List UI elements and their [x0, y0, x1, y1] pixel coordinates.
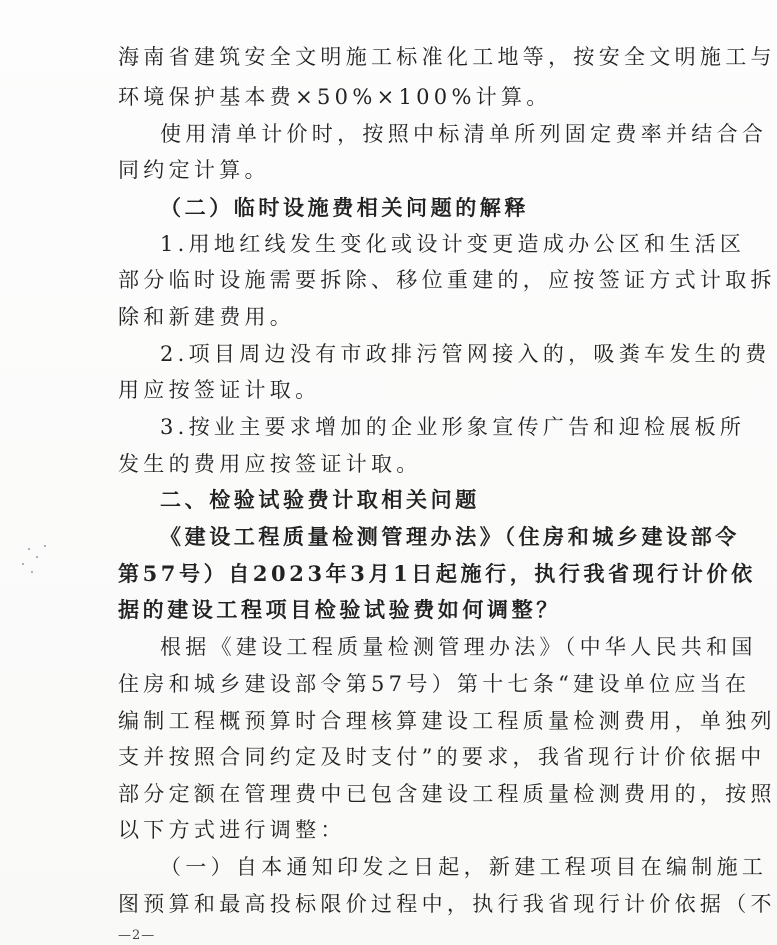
text-line: 1.用地红线发生变化或设计变更造成办公区和生活区	[160, 232, 746, 256]
text-line: 编制工程概预算时合理核算建设工程质量检测费用，单独列	[118, 709, 776, 733]
text-line: 住房和城乡建设部令第57号）第十七条“建设单位应当在	[118, 672, 751, 696]
page-number: —2—	[118, 928, 156, 943]
scan-speckle	[44, 545, 46, 547]
text-line: 使用清单计价时，按照中标清单所列固定费率并结合合	[160, 122, 768, 146]
text-line: 除和新建费用。	[118, 305, 296, 329]
text-line: 根据《建设工程质量检测管理办法》（中华人民共和国	[160, 635, 757, 659]
text-line: 图预算和最高投标限价过程中，执行我省现行计价依据（不	[118, 892, 776, 916]
text-line: （一）自本通知印发之日起，新建工程项目在编制施工	[160, 855, 768, 879]
text-line: 部分临时设施需要拆除、移位重建的，应按签证方式计取拆	[118, 268, 776, 292]
text-line: 发生的费用应按签证计取。	[118, 452, 422, 476]
text-line: 用应按签证计取。	[118, 378, 321, 402]
section-heading: （二）临时设施费相关问题的解释	[160, 195, 529, 220]
scan-speckle	[31, 571, 33, 573]
question-line: 第57号）自2023年3月1日起施行，执行我省现行计价依	[118, 561, 756, 586]
scan-speckle	[22, 563, 24, 565]
text-line: 以下方式进行调整：	[118, 818, 346, 842]
question-line: 《建设工程质量检测管理办法》（住房和城乡建设部令	[160, 524, 740, 549]
text-line: 环境保护基本费×50%×100%计算。	[118, 85, 552, 109]
scan-speckle	[28, 548, 30, 550]
text-line: 同约定计算。	[118, 158, 270, 182]
text-line: 2.项目周边没有市政排污管网接入的，吸粪车发生的费	[160, 342, 771, 366]
question-line: 据的建设工程项目检验试验费如何调整？	[118, 597, 561, 622]
text-line: 部分定额在管理费中已包含建设工程质量检测费用的，按照	[118, 782, 776, 806]
text-line: 海南省建筑安全文明施工标准化工地等，按安全文明施工与	[118, 45, 776, 69]
text-line: 3.按业主要求增加的企业形象宣传广告和迎检展板所	[160, 415, 746, 439]
scan-speckle	[36, 556, 38, 558]
text-line: 支并按照合同约定及时支付”的要求，我省现行计价依据中	[118, 745, 766, 769]
section-heading: 二、检验试验费计取相关问题	[160, 487, 480, 512]
